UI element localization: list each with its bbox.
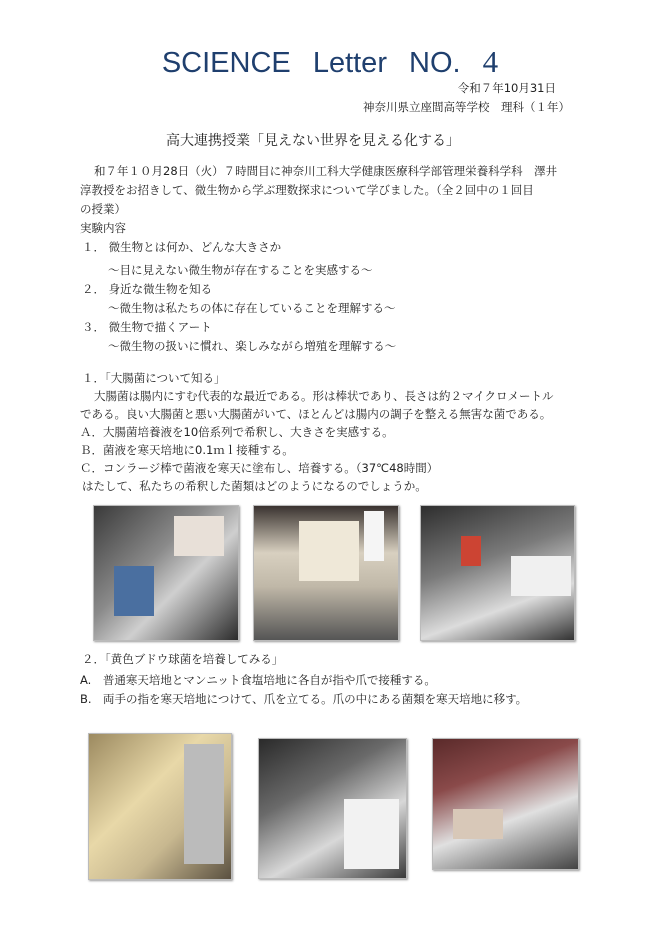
section1-body: 大腸菌は腸内にすむ代表的な最近である。形は棒状であり、長さは約２マイクロメートル: [94, 389, 554, 403]
contents-label: 実験内容: [80, 221, 126, 235]
section1-step: Ａ．大腸菌培養液を10倍系列で希釈し、大きさを実感する。: [80, 425, 394, 439]
photo-lab-pipetting: [93, 505, 239, 641]
section2-heading: ２．「黄色ブドウ球菌を培養してみる」: [82, 652, 284, 666]
photo-test-tubes: [253, 505, 399, 641]
section2-step: B. 両手の指を寒天培地につけて、爪を立てる。爪の中にある菌類を寒天培地に移す。: [80, 692, 528, 706]
contents-sub: ～微生物の扱いに慣れ、楽しみながら増殖を理解する～: [108, 339, 397, 353]
intro-line: 和７年１０月28日（火）７時間目に神奈川工科大学健康医療科学部管理栄養科学科 澤井: [94, 164, 558, 178]
school-name: 神奈川県立座間高等学校 理科（１年）: [363, 100, 570, 114]
contents-sub: ～目に見えない微生物が存在することを実感する～: [108, 263, 373, 277]
section2-step: A. 普通寒天培地とマンニット食塩培地に各自が指や爪で接種する。: [80, 673, 436, 687]
intro-line: 淳教授をお招きして、微生物から学ぶ理数探求について学びました。（全２回中の１回目: [80, 183, 534, 197]
section1-heading: １．「大腸菌について知る」: [82, 371, 226, 385]
intro-line: の授業）: [80, 202, 126, 216]
headline: 高大連携授業「見えない世界を見える化する」: [166, 133, 460, 149]
section1-body: である。良い大腸菌と悪い大腸菌がいて、ほとんどは腸内の調子を整える無害な菌である。: [80, 407, 552, 421]
letter-title: [0, 44, 660, 80]
photo-agar-plates: [88, 733, 232, 880]
photo-students-experiment: [420, 505, 575, 641]
date: 令和７年10月31日: [457, 81, 556, 95]
section1-step: Ｂ．菌液を寒天培地に0.1ｍｌ接種する。: [80, 443, 294, 457]
section1-closing: はたして、私たちの希釈した菌類はどのようになるのでしょうか。: [82, 479, 427, 493]
issue-number: 4: [482, 44, 499, 79]
photo-fingertip-culture: [432, 738, 579, 870]
contents-item: ２． 身近な微生物を知る: [82, 282, 213, 296]
contents-item: ３． 微生物で描くアート: [82, 320, 212, 334]
photo-inoculation: [258, 738, 407, 879]
contents-item: １． 微生物とは何か、どんな大きさか: [82, 240, 282, 254]
contents-sub: ～微生物は私たちの体に存在していることを理解する～: [108, 301, 396, 315]
section1-step: Ｃ．コンラージ棒で菌液を寒天に塗布し、培養する。（37℃48時間）: [80, 461, 439, 475]
title-text: SCIENCE Letter NO.: [161, 47, 461, 79]
